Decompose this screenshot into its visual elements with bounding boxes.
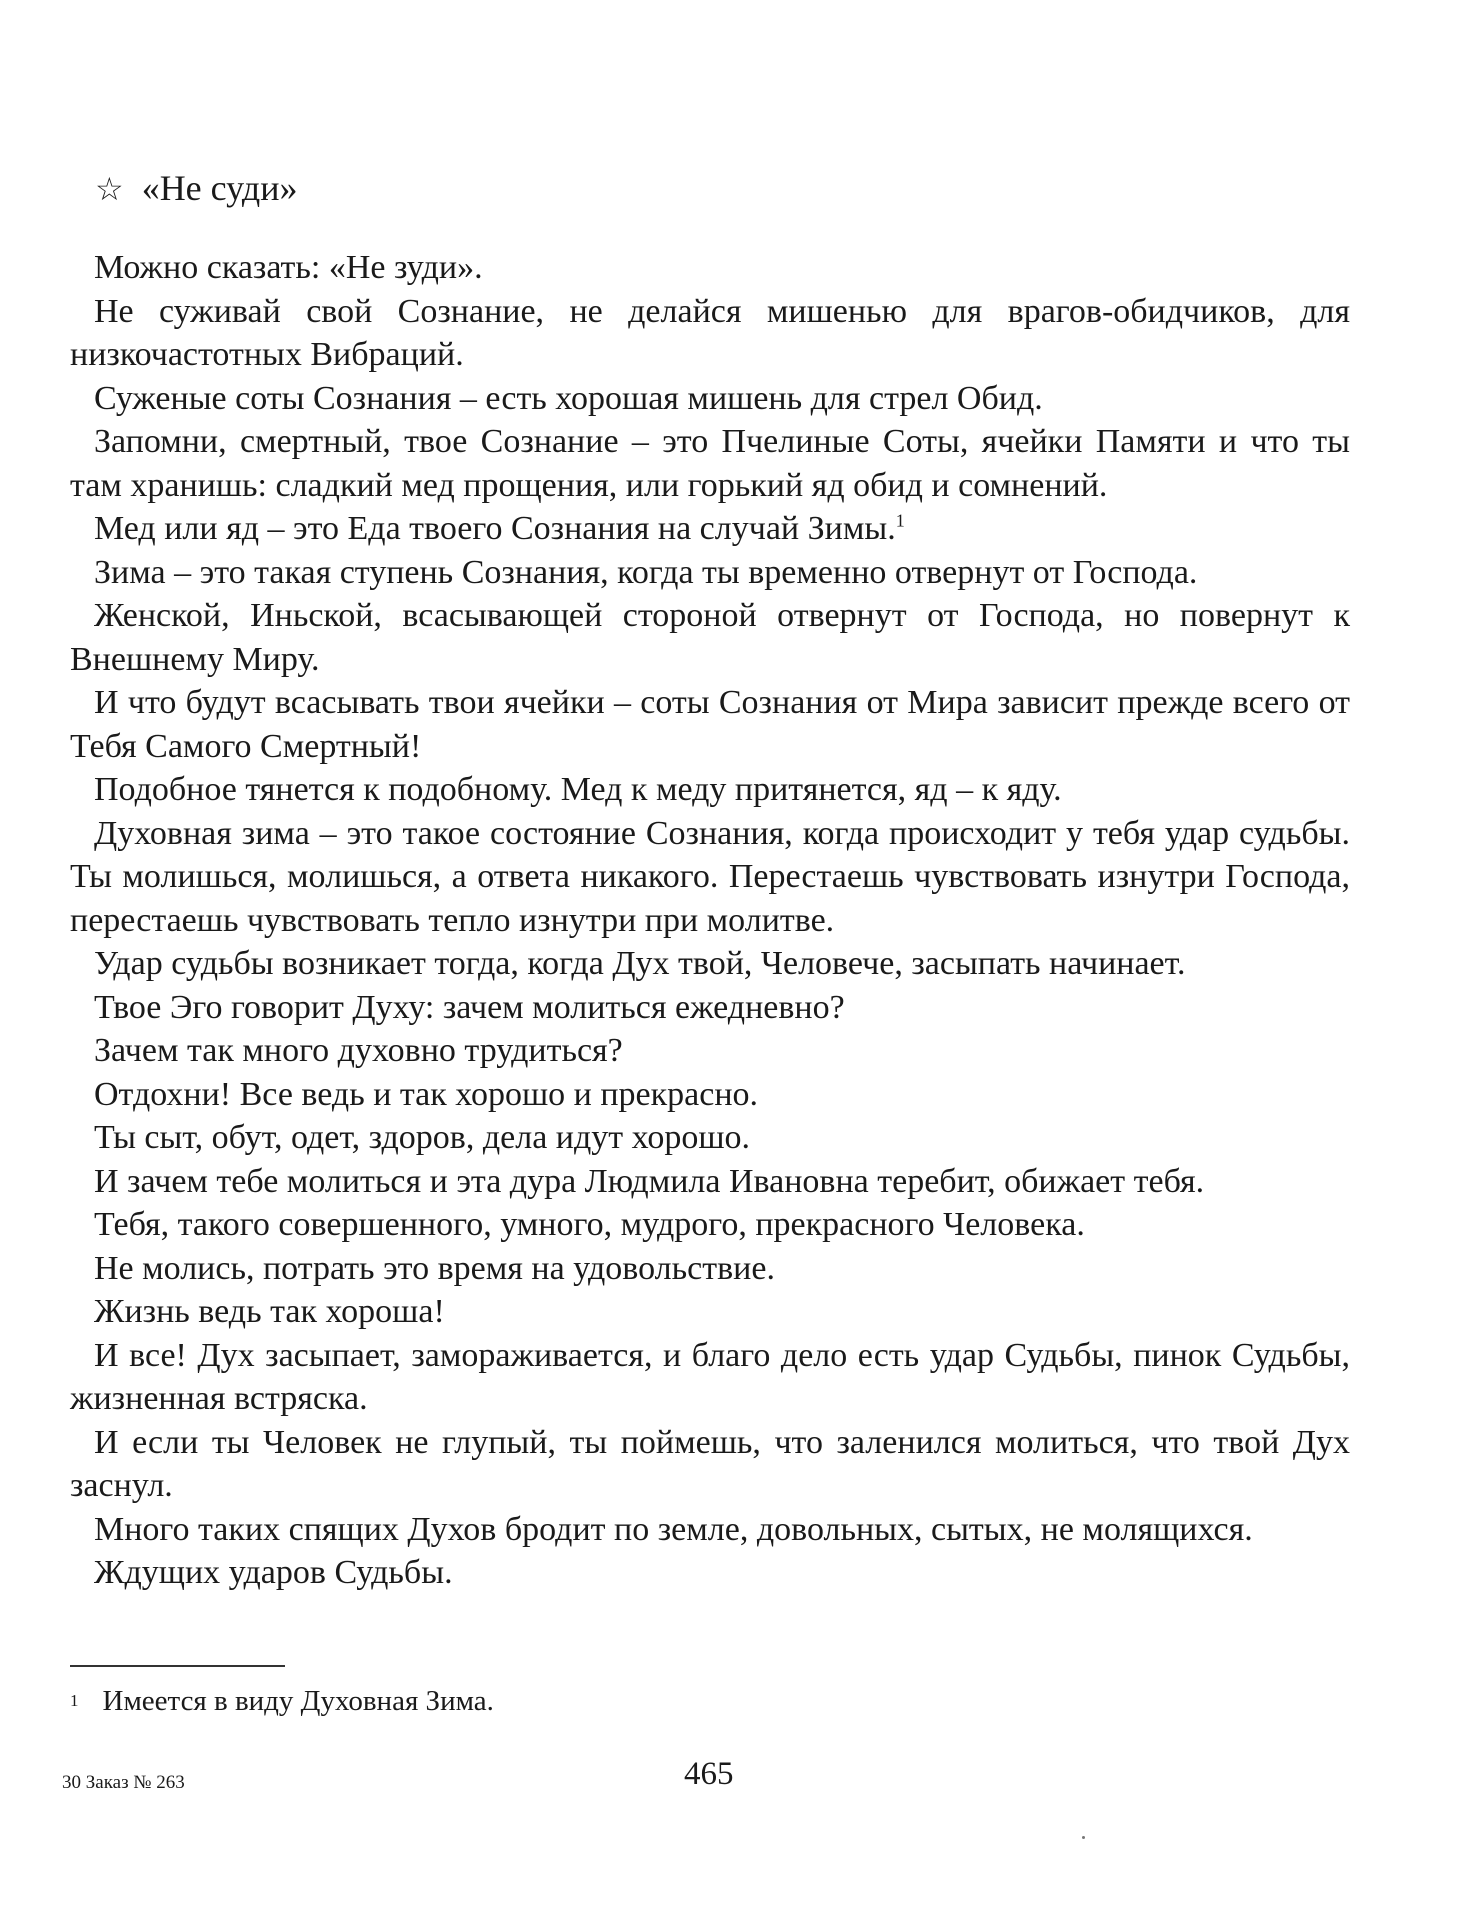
paragraph: Не молись, потрать это время на удовольствие. <box>94 1249 775 1287</box>
paragraph: Ты сыт, обут, одет, здоров, дела идут хорошо. <box>94 1119 751 1156</box>
section-title: «Не суди» <box>141 168 298 208</box>
footnote-divider <box>70 1665 285 1667</box>
paragraph: И что будут всасывать твои ячейки – соты Сознания от Мира зависит прежде всего от Тебя Самого Смертный! <box>70 684 1350 765</box>
paragraph: Зачем так много духовно трудиться? <box>94 1032 623 1069</box>
paragraph: Жизнь ведь так хороша! <box>94 1293 445 1330</box>
paragraph: Духовная зима – это такое состояние Сознания, когда происходит у тебя удар судьбы. Ты молишься, молишься, а ответа никакого. Перестаешь чувствовать изнутри Господа, перестаешь чувствовать тепло изнутри при молитве. <box>70 814 1350 939</box>
star-outline-icon: ☆ <box>95 171 124 207</box>
paragraph: И зачем тебе молиться и эта дура Людмила Ивановна теребит, обижает тебя. <box>94 1162 1205 1200</box>
paragraph: Много таких спящих Духов бродит по земле, довольных, сытых, не молящихся. <box>94 1510 1253 1548</box>
paragraph: Женской, Иньской, всасывающей стороной отвернут от Господа, но повернут к Внешнему Миру. <box>70 597 1350 678</box>
paragraph: Запомни, смертный, твое Сознание – это Пчелиные Соты, ячейки Памяти и что ты там хранишь: сладкий мед прощения, или горький яд обид и сомнений. <box>70 423 1350 504</box>
paragraph: Суженые соты Сознания – есть хорошая мишень для стрел Обид. <box>94 379 1043 417</box>
order-info: 30 Заказ № 263 <box>62 1772 185 1793</box>
footnote-reference: 1 <box>895 510 905 531</box>
paragraph-text: Мед или яд – это Еда твоего Сознания на случай Зимы. <box>94 510 896 547</box>
footnote-text: Имеется в виду Духовная Зима. <box>102 1685 494 1717</box>
body-text <box>70 246 1350 1595</box>
section-heading <box>95 160 297 217</box>
paragraph: Ждущих ударов Судьбы. <box>94 1554 453 1591</box>
paragraph: И все! Дух засыпает, замораживается, и благо дело есть удар Судьбы, пинок Судьбы, жизненная встряска. <box>70 1336 1350 1417</box>
footnote <box>70 1682 494 1720</box>
paragraph: Не суживай свой Сознание, не делайся мишенью для врагов-обидчиков, для низкочастотных Вибраций. <box>70 292 1350 373</box>
paragraph: Отдохни! Все ведь и так хорошо и прекрасно. <box>94 1075 759 1113</box>
paragraph: Зима – это такая ступень Сознания, когда ты временно отвернут от Господа. <box>94 553 1198 591</box>
paragraph <box>70 507 1350 551</box>
paragraph: Твое Эго говорит Духу: зачем молиться ежедневно? <box>94 988 845 1026</box>
paragraph: Подобное тянется к подобному. Мед к меду притянется, яд – к яду. <box>94 771 1062 808</box>
footnote-mark: 1 <box>70 1691 79 1710</box>
paragraph: Удар судьбы возникает тогда, когда Дух твой, Человече, засыпать начинает. <box>94 945 1186 982</box>
scan-speck <box>1082 1836 1085 1839</box>
paragraph: И если ты Человек не глупый, ты поймешь, что заленился молиться, что твой Дух заснул. <box>70 1423 1350 1504</box>
paragraph: Тебя, такого совершенного, умного, мудрого, прекрасного Человека. <box>94 1206 1085 1243</box>
page-number: 465 <box>684 1756 734 1792</box>
paragraph: Можно сказать: «Не зуди». <box>94 249 483 286</box>
